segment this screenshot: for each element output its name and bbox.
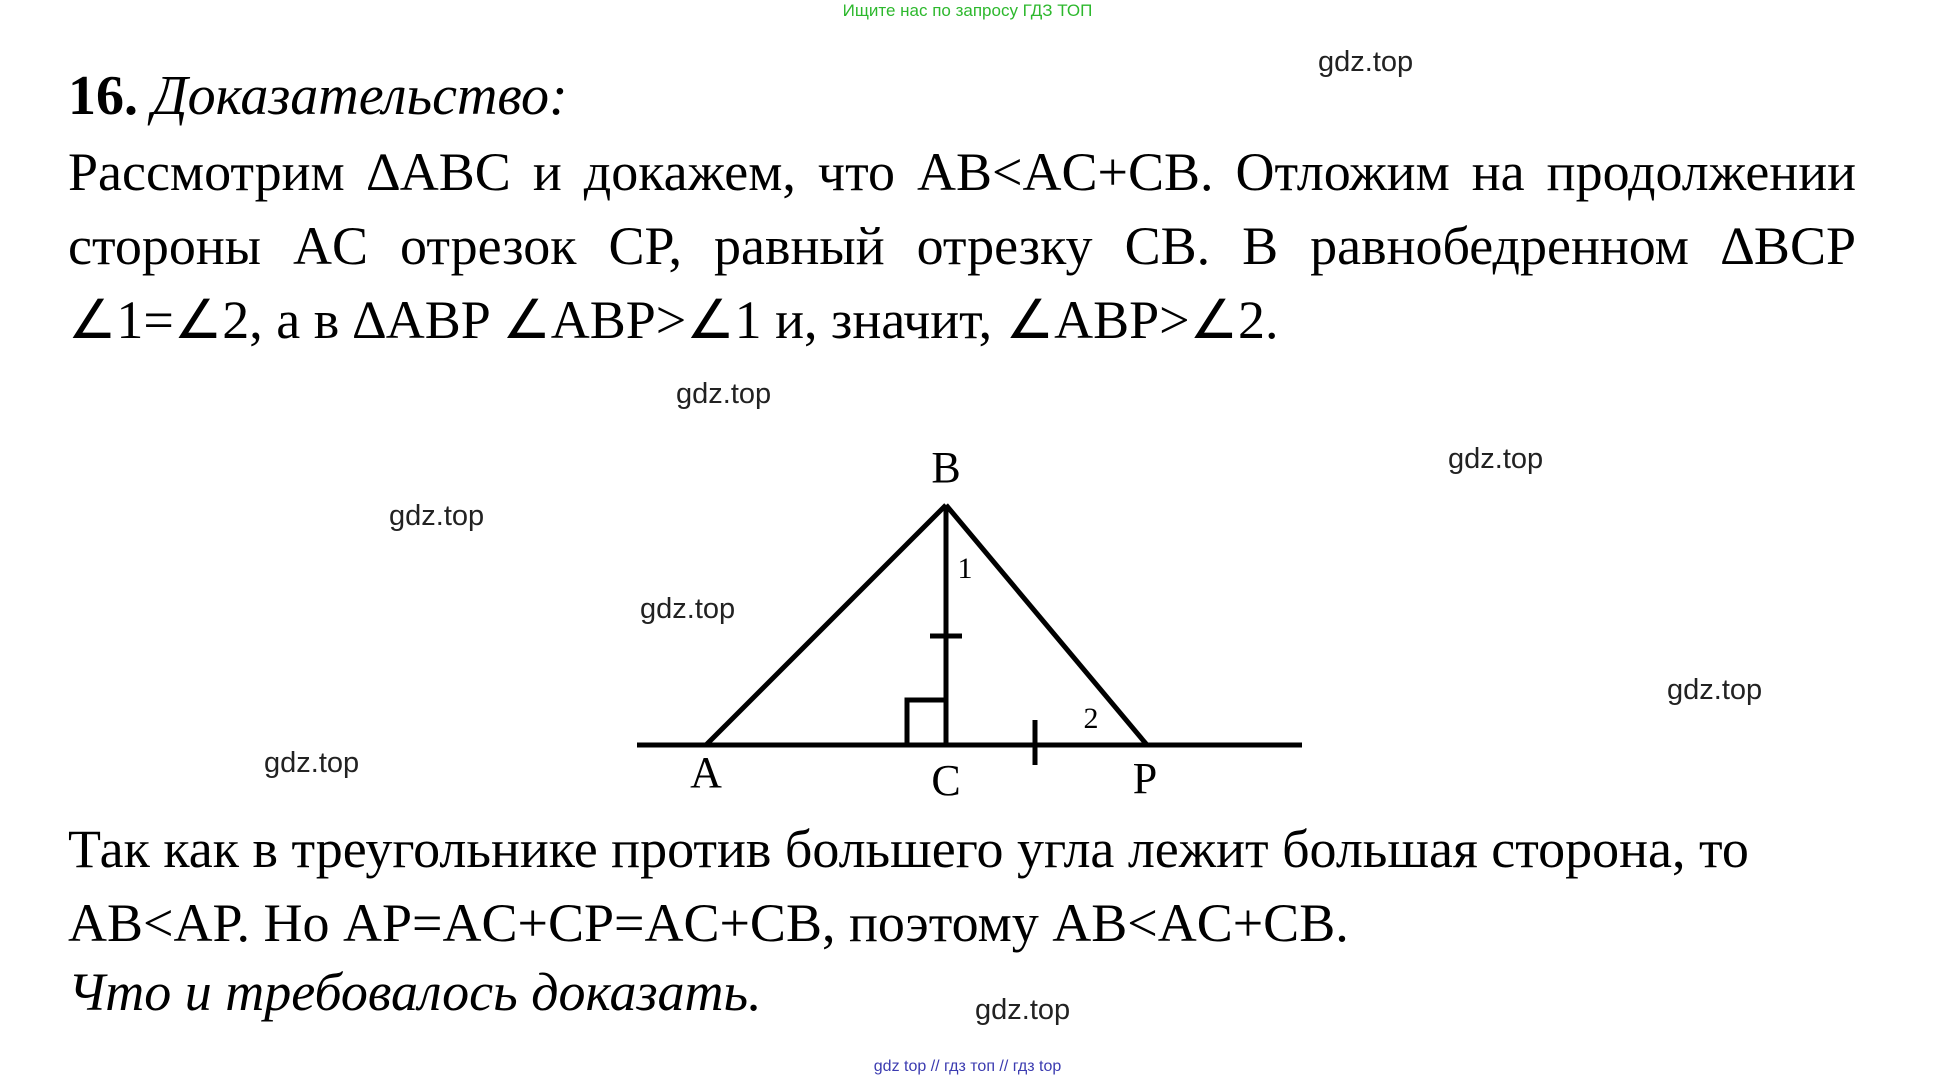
watermark: gdz.top (975, 994, 1071, 1026)
footer-links[interactable]: gdz top // гдз топ // гдз top (873, 1058, 1062, 1075)
angle-label-1: 1 (957, 552, 973, 585)
side-bp (946, 505, 1147, 745)
watermark: gdz.top (1318, 46, 1414, 78)
proof-label: Доказательство: (152, 65, 568, 127)
right-angle-mark (907, 700, 946, 745)
qed-line: Что и требовалось доказать. (68, 962, 762, 1022)
watermark: gdz.top (640, 593, 736, 625)
problem-number: 16. (68, 65, 138, 127)
label-b: B (931, 443, 961, 492)
proof-paragraph: Рассмотрим ∆ABC и докажем, что AB<AC+CB. Отложим на продолжении стороны AC отрезок CP, равный отрезку CB. В равнобедренном ∆BCP ∠1=∠2, а в ∆ABP ∠ABP>∠1 и, значит, ∠ABP>∠2. (68, 142, 1856, 350)
watermark: gdz.top (264, 747, 360, 779)
watermark: gdz.top (1667, 674, 1763, 706)
watermark: gdz.top (389, 500, 485, 532)
label-p: P (1132, 754, 1158, 803)
search-hint: Ищите нас по запросу ГДЗ ТОП (842, 1, 1093, 20)
angle-label-2: 2 (1083, 702, 1099, 735)
watermark: gdz.top (1448, 443, 1544, 475)
label-a: A (690, 748, 722, 797)
conclusion-paragraph: Так как в треугольнике против большего угла лежит большая сторона, то AB<AP. Но AP=AC+CP=AC+CB, поэтому AB<AC+CB. (68, 819, 1749, 953)
label-c: C (931, 756, 961, 805)
side-ab (706, 505, 946, 745)
watermark: gdz.top (676, 378, 772, 410)
